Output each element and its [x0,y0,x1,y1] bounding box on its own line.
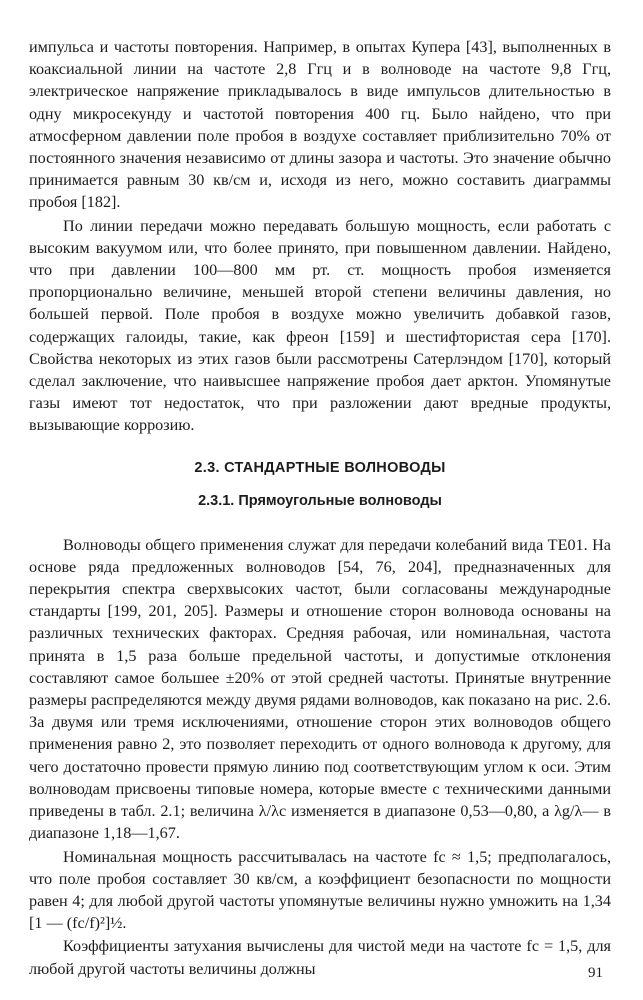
paragraph-1: импульса и частоты повторения. Например, в опытах Купера [43], выполненных в коаксиальной линии на частоте 2,8 Ггц и в волноводе на частоте 9,8 Ггц, электрическое напряжение прикладывалось в виде импульсов длительностью в одну микросекунду и частотой повторения 400 гц. Было найдено, что при атмосферном давлении поле пробоя в воздухе составляет приблизительно 70% от постоянного значения независимо от длины зазора и частоты. Это значение обычно принимается равным 30 кв/см и, исходя из него, можно составить диаграммы пробоя [182]. [29,38,611,212]
paragraph-4: Номинальная мощность рассчитывалась на частоте fc ≈ 1,5; предполагалось, что поле пробоя составляет 30 кв/см, а коэффициент безопасности по мощности равен 4; для любой другой частоты упомянутые величины нужно умножить на 1,34 [1 — (fc/f)²]½. [29,847,611,933]
section-heading: 2.3. СТАНДАРТНЫЕ ВОЛНОВОДЫ [194,459,446,476]
subsection-heading: 2.3.1. Прямоугольные волноводы [198,492,442,509]
page-number: 91 [588,965,603,981]
paragraph-2: По линии передачи можно передавать большую мощность, если работать с высоким вакуумом или, что более принято, при повышенном давлении. Найдено, что при давлении 100—800 мм рт. ст. мощность пробоя изменяется пропорционально величине, меньшей второй степени величины давления, но большей первой. Поле пробоя в воздухе можно увеличить добавкой газов, содержащих галоиды, такие, как фреон [159] и шестифтористая сера [170]. Свойства некоторых из этих газов были рассмотрены Сатерлэндом [170], который сделал заключение, что наивысшее напряжение пробоя дает арктон. Упомянутые газы имеют тот недостаток, что при разложении дают вредные продукты, вызывающие коррозию. [29,216,611,435]
paragraph-5: Коэффициенты затухания вычислены для чистой меди на частоте fc = 1,5, для любой другой частоты величины должны [29,937,611,978]
page-body [29,36,611,980]
paragraph-3: Волноводы общего применения служат для передачи колебаний вида TE01. На основе ряда предложенных волноводов [54, 76, 204], предназначенных для перекрытия спектра сверхвысоких частот, были согласованы международные стандарты [199, 201, 205]. Размеры и отношение сторон волновода основаны на различных технических факторах. Средняя рабочая, или номинальная, частота принята в 1,5 раза больше предельной частоты, и допустимые отклонения составляют самое большее ±20% от этой средней частоты. Принятые внутренние размеры распределяются между двумя рядами волноводов, как показано на рис. 2.6. За двумя или тремя исключениями, отношение сторон этих волноводов общего применения равно 2, это позволяет переходить от одного волновода к другому, для чего достаточно провести прямую линию под соответствующим углом к оси. Этим волноводам присвоены типовые номера, которые вместе с техническими данными приведены в табл. 2.1; величина λ/λc изменяется в диапазоне 0,53—0,80, а λg/λ— в диапазоне 1,18—1,67. [29,535,611,843]
